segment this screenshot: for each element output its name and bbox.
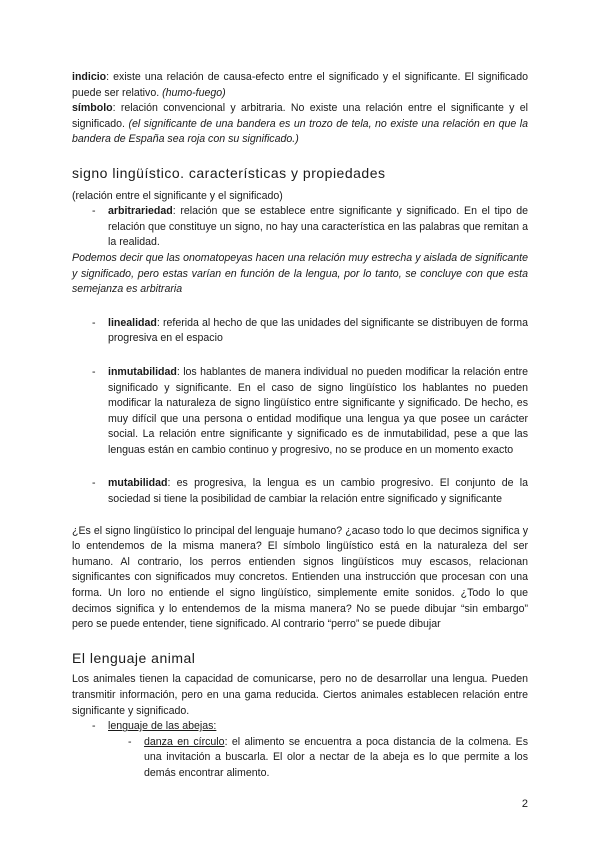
list-dash: - (128, 735, 132, 748)
question-paragraph: ¿Es el signo lingüístico lo principal del lenguaje humano? ¿acaso todo lo que decimos significa y lo entendemos de la misma manera? El símbolo lingüístico está en la naturaleza del ser humano. Al contrario, los perros entienden signos lingüísticos muy escasos, relacionan significantes con significados muy concretos. Entienden una instrucción que procesan con una forma. Un loro no entiende el signo lingüístico, simplemente emite sonidos. ¿Todo lo que decimos significa y lo entendemos de la misma manera? No se puede dibujar “sin embargo” pero se puede entender, tiene significado. Al contrario “perro” se puede dibujar (72, 524, 528, 631)
list-dash: - (92, 365, 96, 378)
list-item-mutabilidad (72, 476, 528, 507)
simbolo-definition (72, 101, 528, 148)
section-heading-signo: signo lingüístico. características y propiedades (72, 164, 386, 181)
mutabilidad-text: : es progresiva, la lengua es un cambio progresivo. El conjunto de la sociedad si tiene la posibilidad de cambiar la relación entre significado y significante (108, 477, 528, 506)
section-heading-lenguaje-animal: El lenguaje animal (72, 649, 196, 666)
list-item-inmutabilidad (72, 365, 528, 459)
linealidad-term: linealidad (108, 316, 157, 329)
indicio-text: : existe una relación de causa-efecto entre el significado y el significante. El significado puede ser relativo. (72, 71, 528, 99)
simbolo-term: símbolo (72, 102, 113, 115)
list-dash: - (92, 477, 96, 490)
list-item-linealidad (72, 316, 528, 347)
indicio-definition (72, 70, 528, 101)
list-item-danza-circulo (72, 735, 528, 782)
page-content (72, 70, 528, 782)
abejas-label: lenguaje de las abejas: (108, 720, 217, 733)
inmutabilidad-text: : los hablantes de manera individual no pueden modificar la relación entre significado y significante. En el caso de signo lingüístico los hablantes no pueden modificar la naturaleza de signo lingüístico entre significante y significado. De hecho, es muy difícil que una persona o entidad modifique una lengua ya que posee un carácter social. La relación entre significante y significado es de inmutabilidad, pese a que las lenguas están en cambio continuo y progresivo, no se produce en un momento exacto (108, 365, 528, 456)
inmutabilidad-term: inmutabilidad (108, 365, 177, 378)
linealidad-text: : referida al hecho de que las unidades del significante se distribuyen de forma progresiva en el espacio (108, 316, 528, 345)
list-item-abejas (72, 719, 528, 735)
list-dash: - (92, 205, 96, 218)
list-dash: - (92, 720, 96, 733)
simbolo-text: : relación convencional y arbitraria. No existe una relación entre el significante y el significado. (72, 102, 528, 130)
page-number: 2 (521, 798, 528, 810)
mutabilidad-term: mutabilidad (108, 477, 168, 490)
danza-label: danza en círculo (144, 735, 225, 748)
arbitrariedad-term: arbitrariedad (108, 205, 173, 218)
animal-paragraph: Los animales tienen la capacidad de comunicarse, pero no de desarrollar una lengua. Pueden transmitir información, pero en una gama reducida. Ciertos animales establecen relación entre significante y significado. (72, 673, 528, 717)
simbolo-example: (el significante de una bandera es un trozo de tela, no existe una relación en que la bandera de España sea roja con su significado.) (72, 117, 528, 146)
list-dash: - (92, 316, 96, 329)
arbitrariedad-text: : relación que se establece entre significante y significado. En el tipo de relación que constituye un signo, no hay una característica en las palabras que remitan a la realidad. (108, 205, 528, 249)
section-subtitle: (relación entre el significante y el significado) (72, 189, 283, 202)
indicio-term: indicio (72, 71, 107, 83)
danza-text: : el alimento se encuentra a poca distancia de la colmena. Es una invitación a buscarla. El olor a nectar de la abeja es lo que permite a los demás encontrar alimento. (144, 735, 528, 779)
list-item-arbitrariedad (72, 204, 528, 251)
indicio-example: (humo-fuego) (162, 86, 226, 99)
onomatopeyas-note: Podemos decir que las onomatopeyas hacen una relación muy estrecha y aislada de significante y significado, pero estas varían en función de la lengua, por lo tanto, se concluye con que esta semejanza es arbitraria (72, 251, 528, 296)
